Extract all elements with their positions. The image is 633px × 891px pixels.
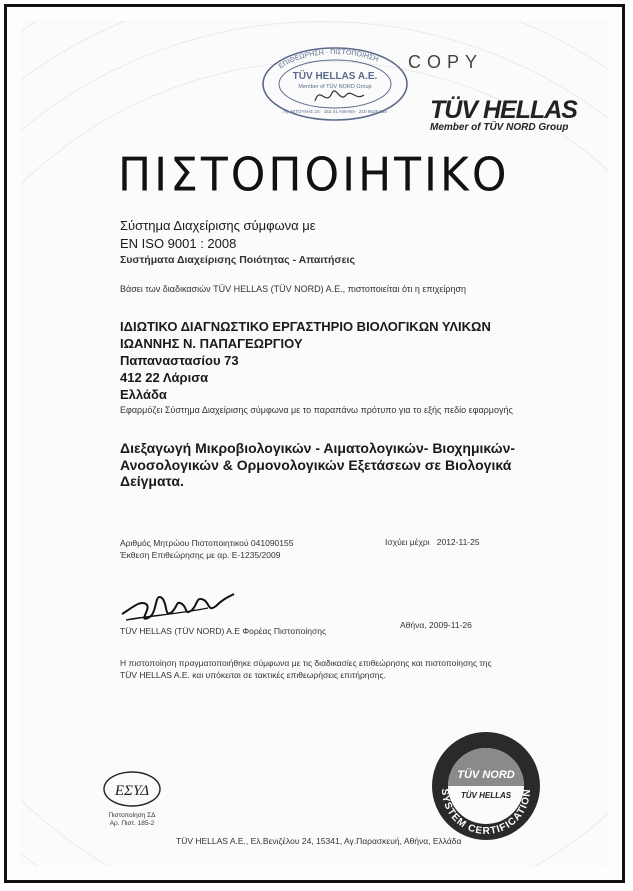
esyd-text: [104, 812, 160, 828]
page-title: ΠΙΣΤΟΠΟΙΗΤΙΚΟ: [118, 148, 510, 203]
stamp-member: Member of TÜV NORD Group: [298, 84, 372, 90]
esyd-line: Αρ. Πιστ. 185-2: [109, 820, 155, 827]
scope-line: Διεξαγωγή Μικροβιολογικών - Αιματολογικών- Βιοχημικών-: [120, 440, 516, 456]
validity: [385, 537, 480, 547]
footer-address: TÜV HELLAS A.E., Ελ.Βενιζέλου 24, 15341, Αγ.Παρασκευή, Αθήνα, Ελλάδα: [176, 836, 462, 846]
esyd-logo-text: ΕΣΥΔ: [114, 783, 150, 799]
system-certification-seal: [430, 730, 542, 842]
standard-name: EN ISO 9001 : 2008: [120, 236, 237, 251]
certification-stamp: [260, 45, 410, 123]
scope-line: Δείγματα.: [120, 473, 184, 489]
scope-block: [120, 440, 540, 490]
system-line-1: Σύστημα Διαχείρισης σύμφωνα με: [120, 218, 316, 233]
scope-line: Ανοσολογικών & Ορμονολογικών Εξετάσεων σε Βιολογικά: [120, 456, 512, 473]
signature-icon: [118, 578, 248, 630]
applies-text: Εφαρμόζει Σύστημα Διαχείρισης σύμφωνα με το παραπάνω πρότυπο για το εξής πεδίο εφαρμογής: [120, 405, 513, 415]
logo-member: Member of TÜV NORD Group: [430, 122, 569, 133]
inspection-report: Έκθεση Επιθεώρησης με αρ. Ε-1235/2009: [120, 550, 281, 560]
registration-block: [120, 537, 293, 561]
note-line: TÜV HELLAS A.E. και υπόκειται σε τακτικές επιθεωρήσεις επιτήρησης.: [120, 670, 386, 680]
note-block: [120, 657, 510, 681]
stamp-name: TÜV HELLAS A.E.: [292, 71, 378, 82]
organization-block: [120, 318, 491, 403]
organization-country: Ελλάδα: [120, 387, 167, 402]
organization-city: 412 22 Λάρισα: [120, 370, 209, 385]
certificate-number: Αριθμός Μητρώου Πιστοποιητικού 041090155: [120, 538, 294, 548]
valid-label: Ισχύει μέχρι: [385, 537, 430, 547]
esyd-logo: [102, 770, 162, 808]
system-line-3: Συστήματα Διαχείρισης Ποιότητας - Απαιτήσεις: [120, 254, 355, 266]
copy-label: COPY: [408, 52, 484, 72]
esyd-line: Πιστοποίηση ΣΔ: [108, 812, 156, 819]
logo-name: TÜV HELLAS: [430, 96, 577, 124]
organization-street: Παπαναστασίου 73: [120, 353, 239, 368]
stamp-signature-icon: [315, 91, 364, 101]
valid-until: 2012-11-25: [436, 537, 480, 547]
basis-text: Βάσει των διαδικασιών TÜV HELLAS (TÜV NORD) A.E., πιστοποιείται ότι η επιχείρηση: [120, 284, 467, 294]
issuer: TÜV HELLAS (TÜV NORD) A.E Φορέας Πιστοποίησης: [120, 626, 327, 636]
organization-owner: ΙΩΑΝΝΗΣ Ν. ΠΑΠΑΓΕΩΡΓΙΟΥ: [120, 336, 303, 351]
stamp-ring-text: ΕΠΙΘΕΩΡΗΣΗ · ΠΙΣΤΟΠΟΙΗΣΗ: [277, 48, 380, 71]
organization-name: ΙΔΙΩΤΙΚΟ ΔΙΑΓΝΩΣΤΙΚΟ ΕΡΓΑΣΤΗΡΙΟ ΒΙΟΛΟΓΙΚΩΝ ΥΛΙΚΩΝ: [120, 319, 491, 334]
tuv-hellas-logo: [430, 96, 577, 133]
seal-ring-text: SYSTEM CERTIFICATION: [438, 788, 534, 838]
stamp-address: Αγ. ΒΙΤΟΥΛΗΣ 24 · 153 41 ΑΘΗΝΑ · 210 6528 185: [283, 109, 387, 114]
note-line: Η πιστοποίηση πραγματοποιήθηκε σύμφωνα με τις διαδικασίες επιθεώρησης και πιστοποίησης της: [120, 658, 492, 668]
seal-sub: TÜV HELLAS: [460, 791, 512, 800]
date-issued: Αθήνα, 2009-11-26: [400, 620, 472, 630]
seal-brand: TÜV NORD: [457, 769, 515, 781]
